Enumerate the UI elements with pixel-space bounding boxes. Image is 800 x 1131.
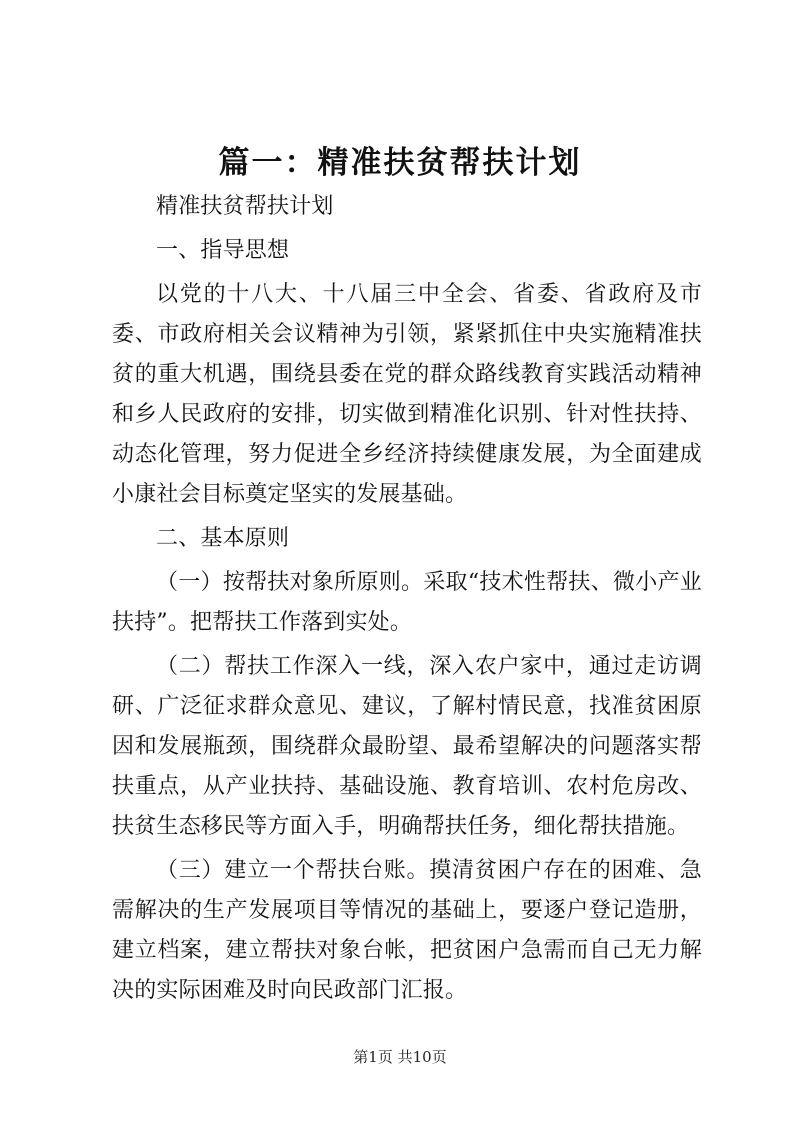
section-heading-basic-principles: 二、基本原则 [156,526,290,551]
paragraph-subtitle: 精准扶贫帮扶计划 [156,194,334,219]
paragraph-guiding-thought: 以党的十八大、十八届三中全会、省委、省政府及市委、市政府相关会议精神为引领，紧紧抓住中央实施精准扶贫的重大机遇，围绕县委在党的群众路线教育实践活动精神和乡人民政府的安排，切实做到精准化识别、针对性扶持、动态化管理，努力促进全乡经济持续健康发展，为全面建成小康社会目标奠定坚实的发展基础。 [112,282,702,507]
paragraph-principle-3: （三）建立一个帮扶台账。摸清贫困户存在的困难、急需解决的生产发展项目等情况的基础上，要逐户登记造册，建立档案，建立帮扶对象台帐，把贫困户急需而自己无力解决的实际困难及时向民政部门汇报。 [112,858,702,1003]
paragraph-principle-1: （一）按帮扶对象所原则。采取“技术性帮扶、微小产业扶持”。把帮扶工作落到实处。 [112,570,702,635]
section-heading-guiding-thought: 一、指导思想 [156,238,290,263]
document-title: 篇一：精准扶贫帮扶计划 [218,145,582,181]
page-footer: 第1页 共10页 [353,1048,447,1066]
document-body [112,187,702,1015]
paragraph-principle-2: （二）帮扶工作深入一线，深入农户家中，通过走访调研、广泛征求群众意见、建议，了解村情民意，找准贫困原因和发展瓶颈，围绕群众最盼望、最希望解决的问题落实帮扶重点，从产业扶持、基础设施、教育培训、农村危房改、扶贫生态移民等方面入手，明确帮扶任务，细化帮扶措施。 [112,654,702,839]
